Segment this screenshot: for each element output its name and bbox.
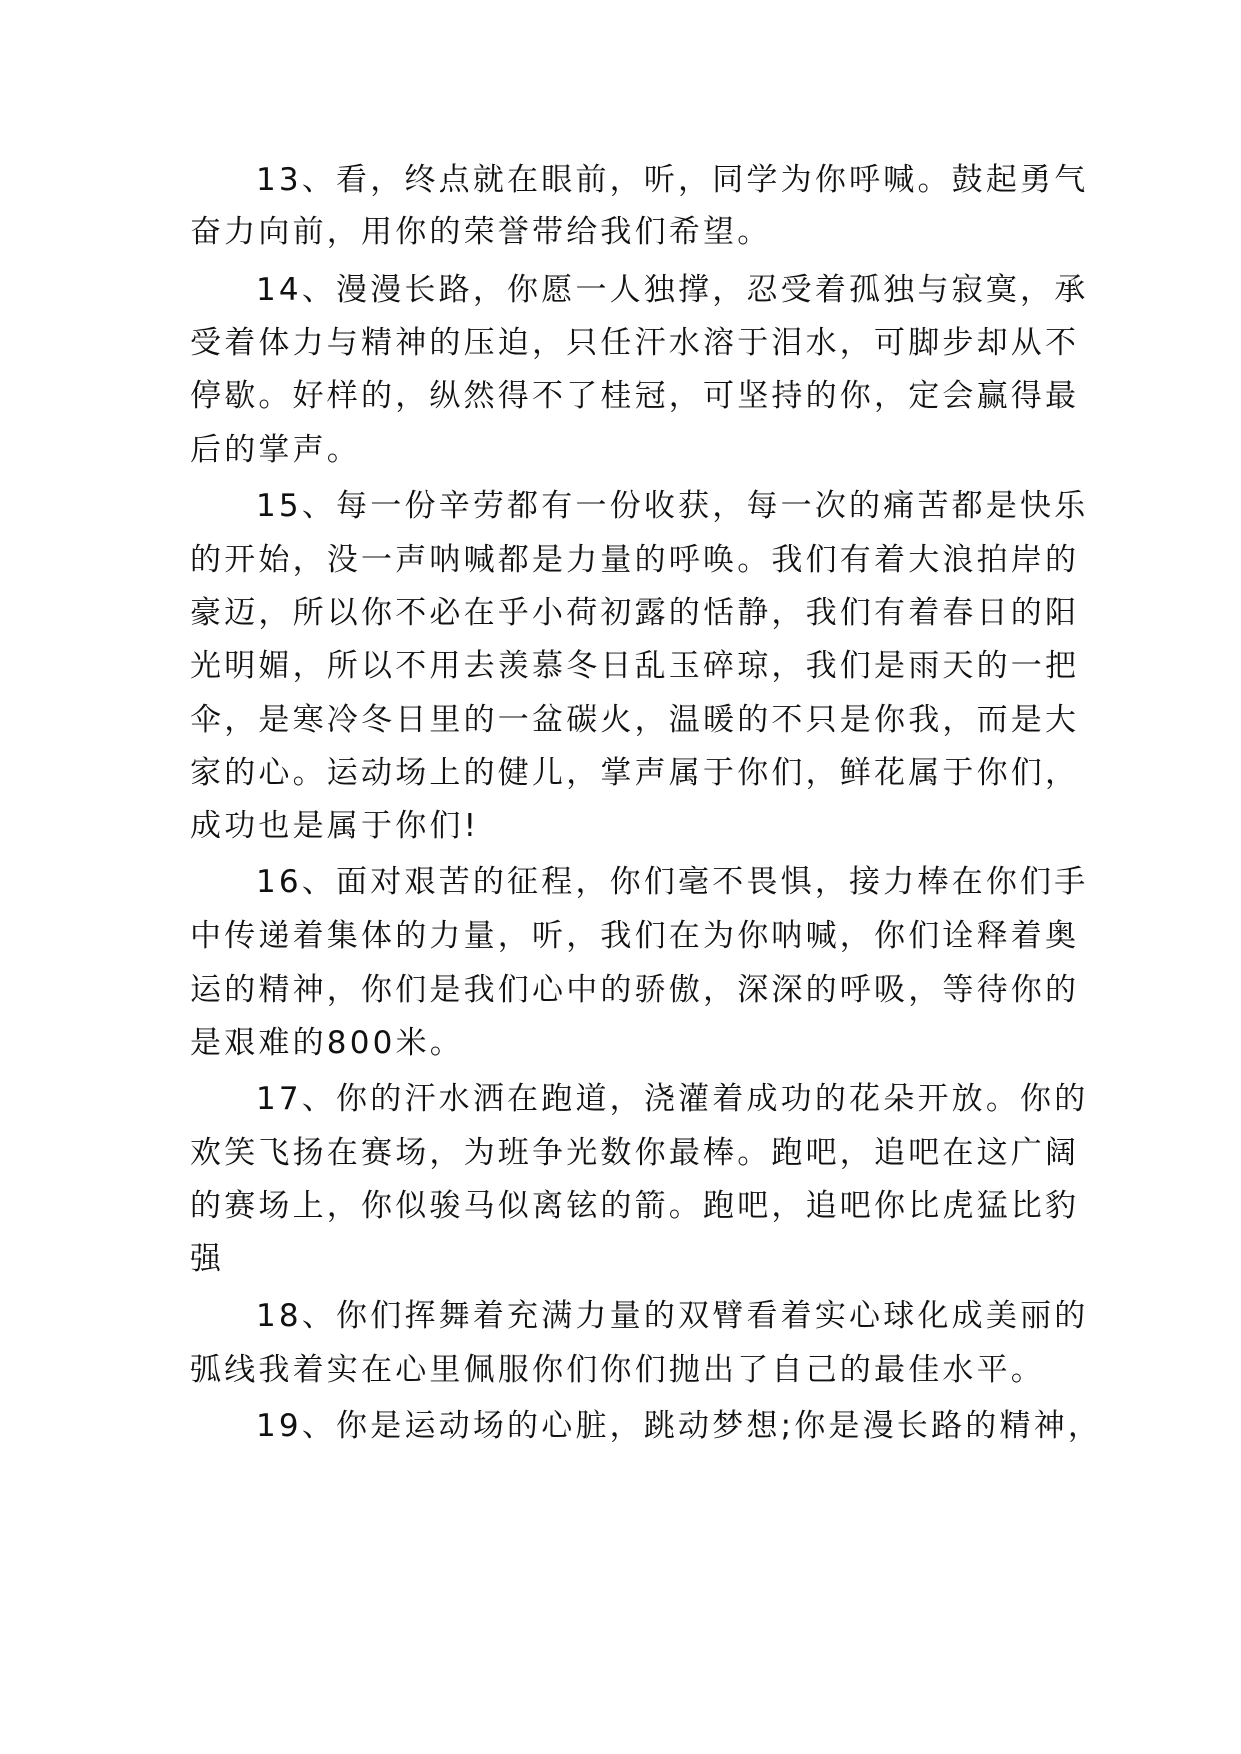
paragraph-15-line-3: 豪迈，所以你不必在乎小荷初露的恬静，我们有着春日的阳 bbox=[190, 595, 1080, 631]
paragraph-15-line-5: 伞，是寒冷冬日里的一盆碳火，温暖的不只是你我，而是大 bbox=[190, 702, 1080, 738]
paragraph-17-line-4: 强 bbox=[190, 1241, 225, 1277]
paragraph-16-line-4: 是艰难的800米。 bbox=[190, 1025, 464, 1061]
paragraph-17-line-1: 17、你的汗水洒在跑道，浇灌着成功的花朵开放。你的 bbox=[256, 1081, 1089, 1117]
paragraph-14-line-3: 停歇。好样的，纵然得不了桂冠，可坚持的你，定会赢得最 bbox=[190, 378, 1080, 414]
paragraph-16-line-1: 16、面对艰苦的征程，你们毫不畏惧，接力棒在你们手 bbox=[256, 864, 1089, 900]
paragraph-14-line-4: 后的掌声。 bbox=[190, 432, 361, 468]
paragraph-16-line-3: 运的精神，你们是我们心中的骄傲，深深的呼吸，等待你的 bbox=[190, 972, 1080, 1008]
paragraph-13-line-2: 奋力向前，用你的荣誉带给我们希望。 bbox=[190, 214, 772, 250]
paragraph-15-line-6: 家的心。运动场上的健儿，掌声属于你们，鲜花属于你们， bbox=[190, 755, 1080, 791]
paragraph-19-line-1: 19、你是运动场的心脏，跳动梦想;你是漫长路的精神， bbox=[256, 1408, 1103, 1444]
paragraph-15-line-7: 成功也是属于你们! bbox=[190, 808, 480, 844]
paragraph-14-line-2: 受着体力与精神的压迫，只任汗水溶于泪水，可脚步却从不 bbox=[190, 325, 1080, 361]
paragraph-18-line-2: 弧线我着实在心里佩服你们你们抛出了自己的最佳水平。 bbox=[190, 1352, 1045, 1388]
paragraph-17-line-3: 的赛场上，你似骏马似离铉的箭。跑吧，追吧你比虎猛比豹 bbox=[190, 1188, 1080, 1224]
paragraph-15-line-1: 15、每一份辛劳都有一份收获，每一次的痛苦都是快乐 bbox=[256, 488, 1089, 524]
paragraph-15-line-4: 光明媚，所以不用去羡慕冬日乱玉碎琼，我们是雨天的一把 bbox=[190, 648, 1080, 684]
paragraph-17-line-2: 欢笑飞扬在赛场，为班争光数你最棒。跑吧，追吧在这广阔 bbox=[190, 1135, 1080, 1171]
paragraph-15-line-2: 的开始，没一声呐喊都是力量的呼唤。我们有着大浪拍岸的 bbox=[190, 542, 1080, 578]
paragraph-16-line-2: 中传递着集体的力量，听，我们在为你呐喊，你们诠释着奥 bbox=[190, 918, 1080, 954]
paragraph-14-line-1: 14、漫漫长路，你愿一人独撑，忍受着孤独与寂寞，承 bbox=[256, 272, 1089, 308]
paragraph-13-line-1: 13、看，终点就在眼前，听，同学为你呼喊。鼓起勇气 bbox=[256, 162, 1089, 198]
paragraph-18-line-1: 18、你们挥舞着充满力量的双臂看着实心球化成美丽的 bbox=[256, 1298, 1089, 1334]
